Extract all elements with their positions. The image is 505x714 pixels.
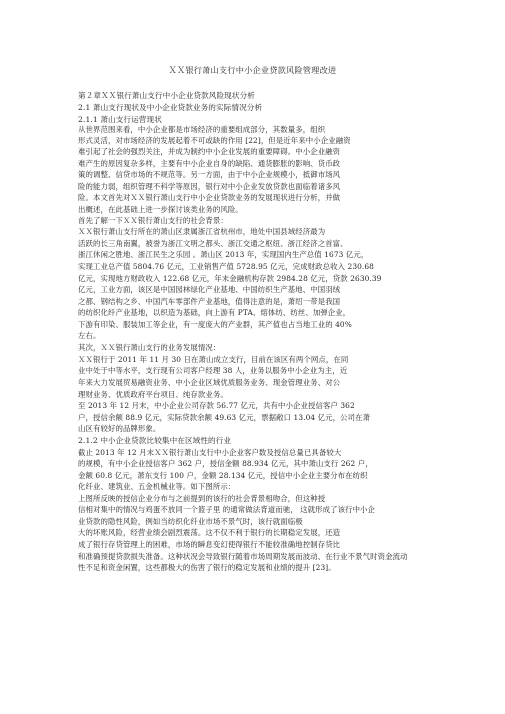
body-line: 信相对集中的情况与鸡蛋不放同一个篮子里 的通常做法背道而驰， 这就形成了该行中小企 <box>78 505 376 514</box>
body-line: 实现工业总产值 5804.76 亿元，工业销售产值 5728.95 亿元，完成财政总收入 230.68 <box>78 262 374 271</box>
section-heading: 2.1.2 中小企业贷款比较集中在区域性的行业 <box>78 436 232 445</box>
body-line: 化纤业、建筑业、五金机械业等。如下图所示： <box>78 482 236 491</box>
body-line: 出概述，在此基础上进一步探讨该类业务的风险。 <box>78 205 243 214</box>
body-line: 性不足和资金闲置，这些都极大的伤害了银行的稳定发展和业绩的提升 [23]。 <box>78 563 336 572</box>
body-line: 的规模，有中小企业授信客户 362 户，授信金额 88.934 亿元，其中萧山支行 262 户， <box>78 459 373 468</box>
chapter-heading: 第２章ＸＸ银行萧山支行中小企业贷款风险现状分析 <box>78 91 255 100</box>
body-line: 左右。 <box>78 331 101 340</box>
body-line: 大的坏账风险，经营业绩会剧烈震荡。这不仅不利于银行的长期稳定发展，还造 <box>78 528 341 537</box>
body-line: 业贷款的隐性风险，例如当纺织化纤业市场不景气时，该行就面临极 <box>78 517 303 526</box>
body-line: 业中处于中等水平，支行现有公司客户经理 38 人，业务以服务中小企业为主，近 <box>78 366 348 375</box>
body-line: 截止 2013 年 12 月末ＸＸ银行萧山支行中小企业客户数及授信总量已具备较大 <box>78 448 342 457</box>
body-line: 的纺织化纤产业基地，以织造为基础，向上游有 PTA、熔体纺、纺丝、加弹企业， <box>78 308 351 317</box>
body-line: 首先了解一下ＸＸ银行萧山支行的社会背景： <box>78 216 228 225</box>
body-line: 策的调整、信贷市场的不规范等。另一方面，由于中小企业规模小，抵御市场风 <box>78 170 341 179</box>
body-line: 年来大力发展贸易融资业务、中小企业区域优质服务业务、现金管理业务、对公 <box>78 378 341 387</box>
body-line: 至 2013 年 12 月末，中小企业公司存款 56.77 亿元，共有中小企业授信客户 362 <box>78 401 355 410</box>
body-line: 之都、钢结构之乡、中国汽车零部件产业基地，值得注意的是，萧绍一带是我国 <box>78 297 341 306</box>
body-line: 户，授信余额 88.9 亿元，实际贷款余额 49.63 亿元，票据敞口 13.04 亿元，公司在萧 <box>78 413 371 422</box>
body-line: ＸＸ银行于 2011 年 11 月 30 日在萧山成立支行，目前在该区有两个网点，在同 <box>78 355 349 364</box>
document-title: ＸＸ银行萧山支行中小企业贷款风险管理改进 <box>168 65 337 75</box>
body-line: 难产生的原因复杂多样，主要有中小企业自身的缺陷、通货膨胀的影响、货币政 <box>78 159 341 168</box>
body-line: 山区有较好的品牌形象。 <box>78 424 161 433</box>
body-line: 理财业务、优质政府平台项目、纯存款业务。 <box>78 390 228 399</box>
body-line: 难引起了社会的强烈关注，并成为制约中小企业发展的重要障碍。中小企业融资 <box>78 147 341 156</box>
body-line: 亿元，实现地方财政收入 122.68 亿元，年末金融机构存款 2984.28 亿元，贷款 2630.39 <box>78 274 382 283</box>
body-line: 活跃的长三角南翼，被誉为浙江文明之都头、浙江交通之枢纽、浙江经济之首富、 <box>78 239 348 248</box>
body-line: 险的能力弱，组织管理不科学等原因，银行对中小企业发放贷款也面临着诸多风 <box>78 182 341 191</box>
section-heading: 2.1.1 萧山支行运营现状 <box>78 115 162 124</box>
body-line: 浙江休闲之胜地、浙江民生之乐园 。萧山区 2013 年，实现国内生产总值 1673 亿元， <box>78 250 369 259</box>
body-line: 成了银行存贷管理上的困难，市场的瞬息变幻使得银行不能较准确地控制存贷比 <box>78 540 341 549</box>
body-line: 上图所反映的授信企业分布与之前提到的该行的社会背景相吻合，但这种授 <box>78 494 326 503</box>
body-line: 形式灵活，对市场经济的发展起着不可或缺的作用 [22]，但是近年来中小企业融资 <box>78 136 351 145</box>
body-line: ＸＸ银行萧山支行所在的萧山区隶属浙江省杭州市，地处中国县域经济最为 <box>78 227 326 236</box>
body-line: 金额 60.8 亿元，萧东支行 100 户，金额 28.134 亿元，授信中小企业主要分布在纺织 <box>78 471 368 480</box>
body-line: 从世界范围来看，中小企业都是市场经济的重要组成部分，其数量多，组织 <box>78 125 326 134</box>
body-line: 下游有印染、服装加工等企业，有一度庞大的产业群，其产值也占当地工业的 40% <box>78 320 352 329</box>
body-line: 其次，ＸＸ银行萧山支行的业务发展情况： <box>78 343 221 352</box>
section-heading: 2.1 萧山支行现状及中小企业贷款业务的实际情况分析 <box>78 103 263 112</box>
body-line: 亿元，工业方面，该区是中国园林绿化产业基地、中国纺织生产基地、中国羽绒 <box>78 285 341 294</box>
body-line: 和准确预提贷款损失准备。这种状况会导致银行随着市场周期发展而波动、在行业不景气时资金流动 <box>78 552 408 561</box>
body-line: 险。本文首先对ＸＸ银行萧山支行中小企业贷款业务的发展现状进行分析，并做 <box>78 193 341 202</box>
